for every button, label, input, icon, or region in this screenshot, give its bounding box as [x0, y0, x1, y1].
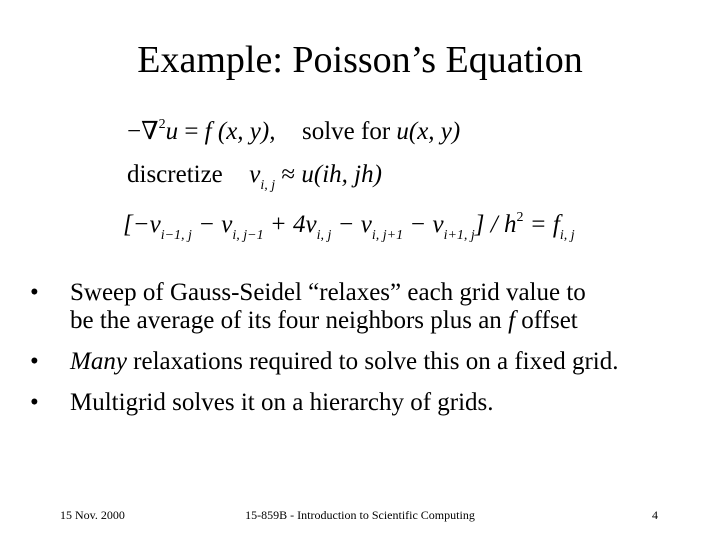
- eq3-close: ] / h: [474, 211, 517, 238]
- eq1-lhs-sup: 2: [158, 117, 166, 132]
- eq3-open: [−v: [123, 211, 161, 238]
- bullet-text: relaxations required to solve this on a fixed grid.: [133, 348, 619, 375]
- eq2-word: discretize: [127, 161, 223, 188]
- footer-course: 15-859B - Introduction to Scientific Computing: [245, 508, 475, 522]
- bullet-italic-many: Many: [70, 348, 127, 375]
- eq2-sub: i, j: [260, 178, 276, 193]
- bullet-marker: •: [30, 279, 39, 306]
- bullet-italic-f: f: [508, 307, 516, 334]
- eq1-rhs: f (x, y),: [204, 118, 276, 145]
- eq3-op2: + 4v: [263, 211, 317, 238]
- bullet-marker: •: [30, 348, 39, 375]
- equation-discretize: [127, 160, 382, 193]
- eq3-eq: = f: [523, 211, 560, 238]
- eq1-eq-sign: =: [184, 118, 199, 145]
- eq2-var: v: [249, 161, 261, 188]
- bullet-marker: •: [30, 389, 39, 416]
- eq3-sub1: i−1, j: [160, 228, 192, 243]
- footer-page-number: 4: [652, 508, 658, 522]
- bullet-item: [30, 348, 710, 376]
- bullet-text-end: offset: [521, 307, 578, 334]
- eq3-sub2: i, j−1: [232, 228, 264, 243]
- eq3-sub3: i, j: [316, 228, 332, 243]
- bullet-text: Multigrid solves it on a hierarchy of grids.: [70, 389, 494, 416]
- eq1-lhs-prefix: −∇: [127, 118, 159, 145]
- eq3-sup: 2: [516, 210, 524, 225]
- bullet-item: [30, 279, 710, 335]
- footer-date: 15 Nov. 2000: [60, 508, 125, 522]
- eq3-sub6: i, j: [559, 228, 575, 243]
- eq1-lhs-var: u: [165, 118, 179, 145]
- bullet-line: Sweep of Gauss-Seidel “relaxes” each grid value to: [70, 279, 586, 306]
- eq3-op3: − v: [331, 211, 372, 238]
- bullet-item: [30, 389, 710, 417]
- eq3-op4: − v: [403, 211, 444, 238]
- equation-poisson: [127, 117, 460, 147]
- bullet-list: [30, 279, 710, 430]
- eq3-sub5: i+1, j: [443, 228, 475, 243]
- eq2-rhs: u(ih, jh): [301, 161, 382, 188]
- eq3-op1: − v: [191, 211, 233, 238]
- equation-stencil: [123, 210, 575, 243]
- slide-title: Example: Poisson’s Equation: [137, 39, 583, 81]
- eq1-solve-text: solve for: [301, 118, 391, 145]
- eq2-approx: ≈: [281, 161, 296, 188]
- eq1-solve-var: u(x, y): [396, 118, 461, 145]
- bullet-text: be the average of its four neighbors plus an: [70, 307, 502, 334]
- bullet-line: [70, 348, 710, 376]
- bullet-line-continued: [70, 307, 710, 335]
- eq3-sub4: i, j+1: [371, 228, 404, 243]
